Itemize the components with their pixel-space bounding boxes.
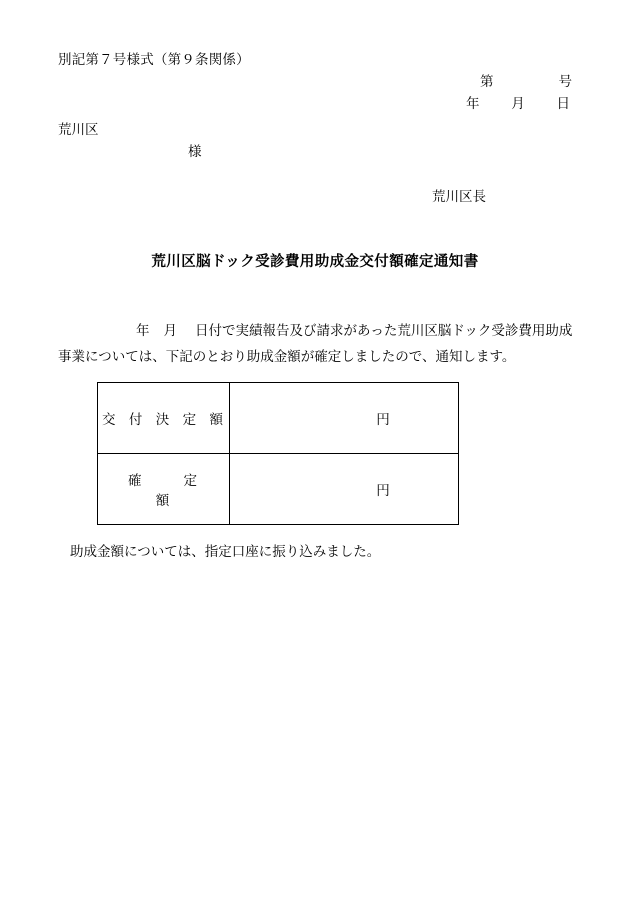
footer-note: 助成金額については、指定口座に振り込みました。 [70, 544, 381, 559]
grant-decision-amount-value [230, 383, 459, 454]
body-paragraph [58, 318, 574, 370]
page-title: 荒川区脳ドック受診費用助成金交付額確定通知書 [151, 254, 479, 270]
issue-date-line [420, 92, 580, 112]
form-number: 別記第７号様式（第９条関係） [58, 52, 250, 67]
document-number-suffix: 号 [558, 74, 572, 89]
date-month-label: 月 [511, 96, 525, 111]
body-date-year: 年 [136, 323, 150, 338]
document-number-prefix: 第 [480, 74, 494, 89]
addressee-honorific: 様 [188, 144, 202, 159]
table-row [98, 383, 459, 454]
grant-decision-amount-unit: 円 [376, 412, 390, 427]
table-row [98, 454, 459, 525]
body-date-month: 月 [163, 323, 177, 338]
body-line-1: 日付で実績報告及び請求があった荒川区脳ドック受診費用助成 [195, 323, 573, 338]
grant-decision-amount-label: 交 付 決 定 額 [98, 383, 230, 454]
confirmed-amount-unit: 円 [376, 483, 390, 498]
body-line-2: 事業については、下記のとおり助成金額が確定しましたので、通知します。 [58, 349, 516, 364]
issuer-name: 荒川区長 [432, 189, 486, 204]
confirmed-amount-value [230, 454, 459, 525]
confirmed-amount-label: 確 定 額 [98, 454, 230, 525]
document-number-line [420, 70, 580, 90]
date-day-label: 日 [556, 96, 570, 111]
ward-name: 荒川区 [58, 122, 99, 137]
date-year-label: 年 [466, 96, 480, 111]
amount-table [97, 382, 459, 525]
